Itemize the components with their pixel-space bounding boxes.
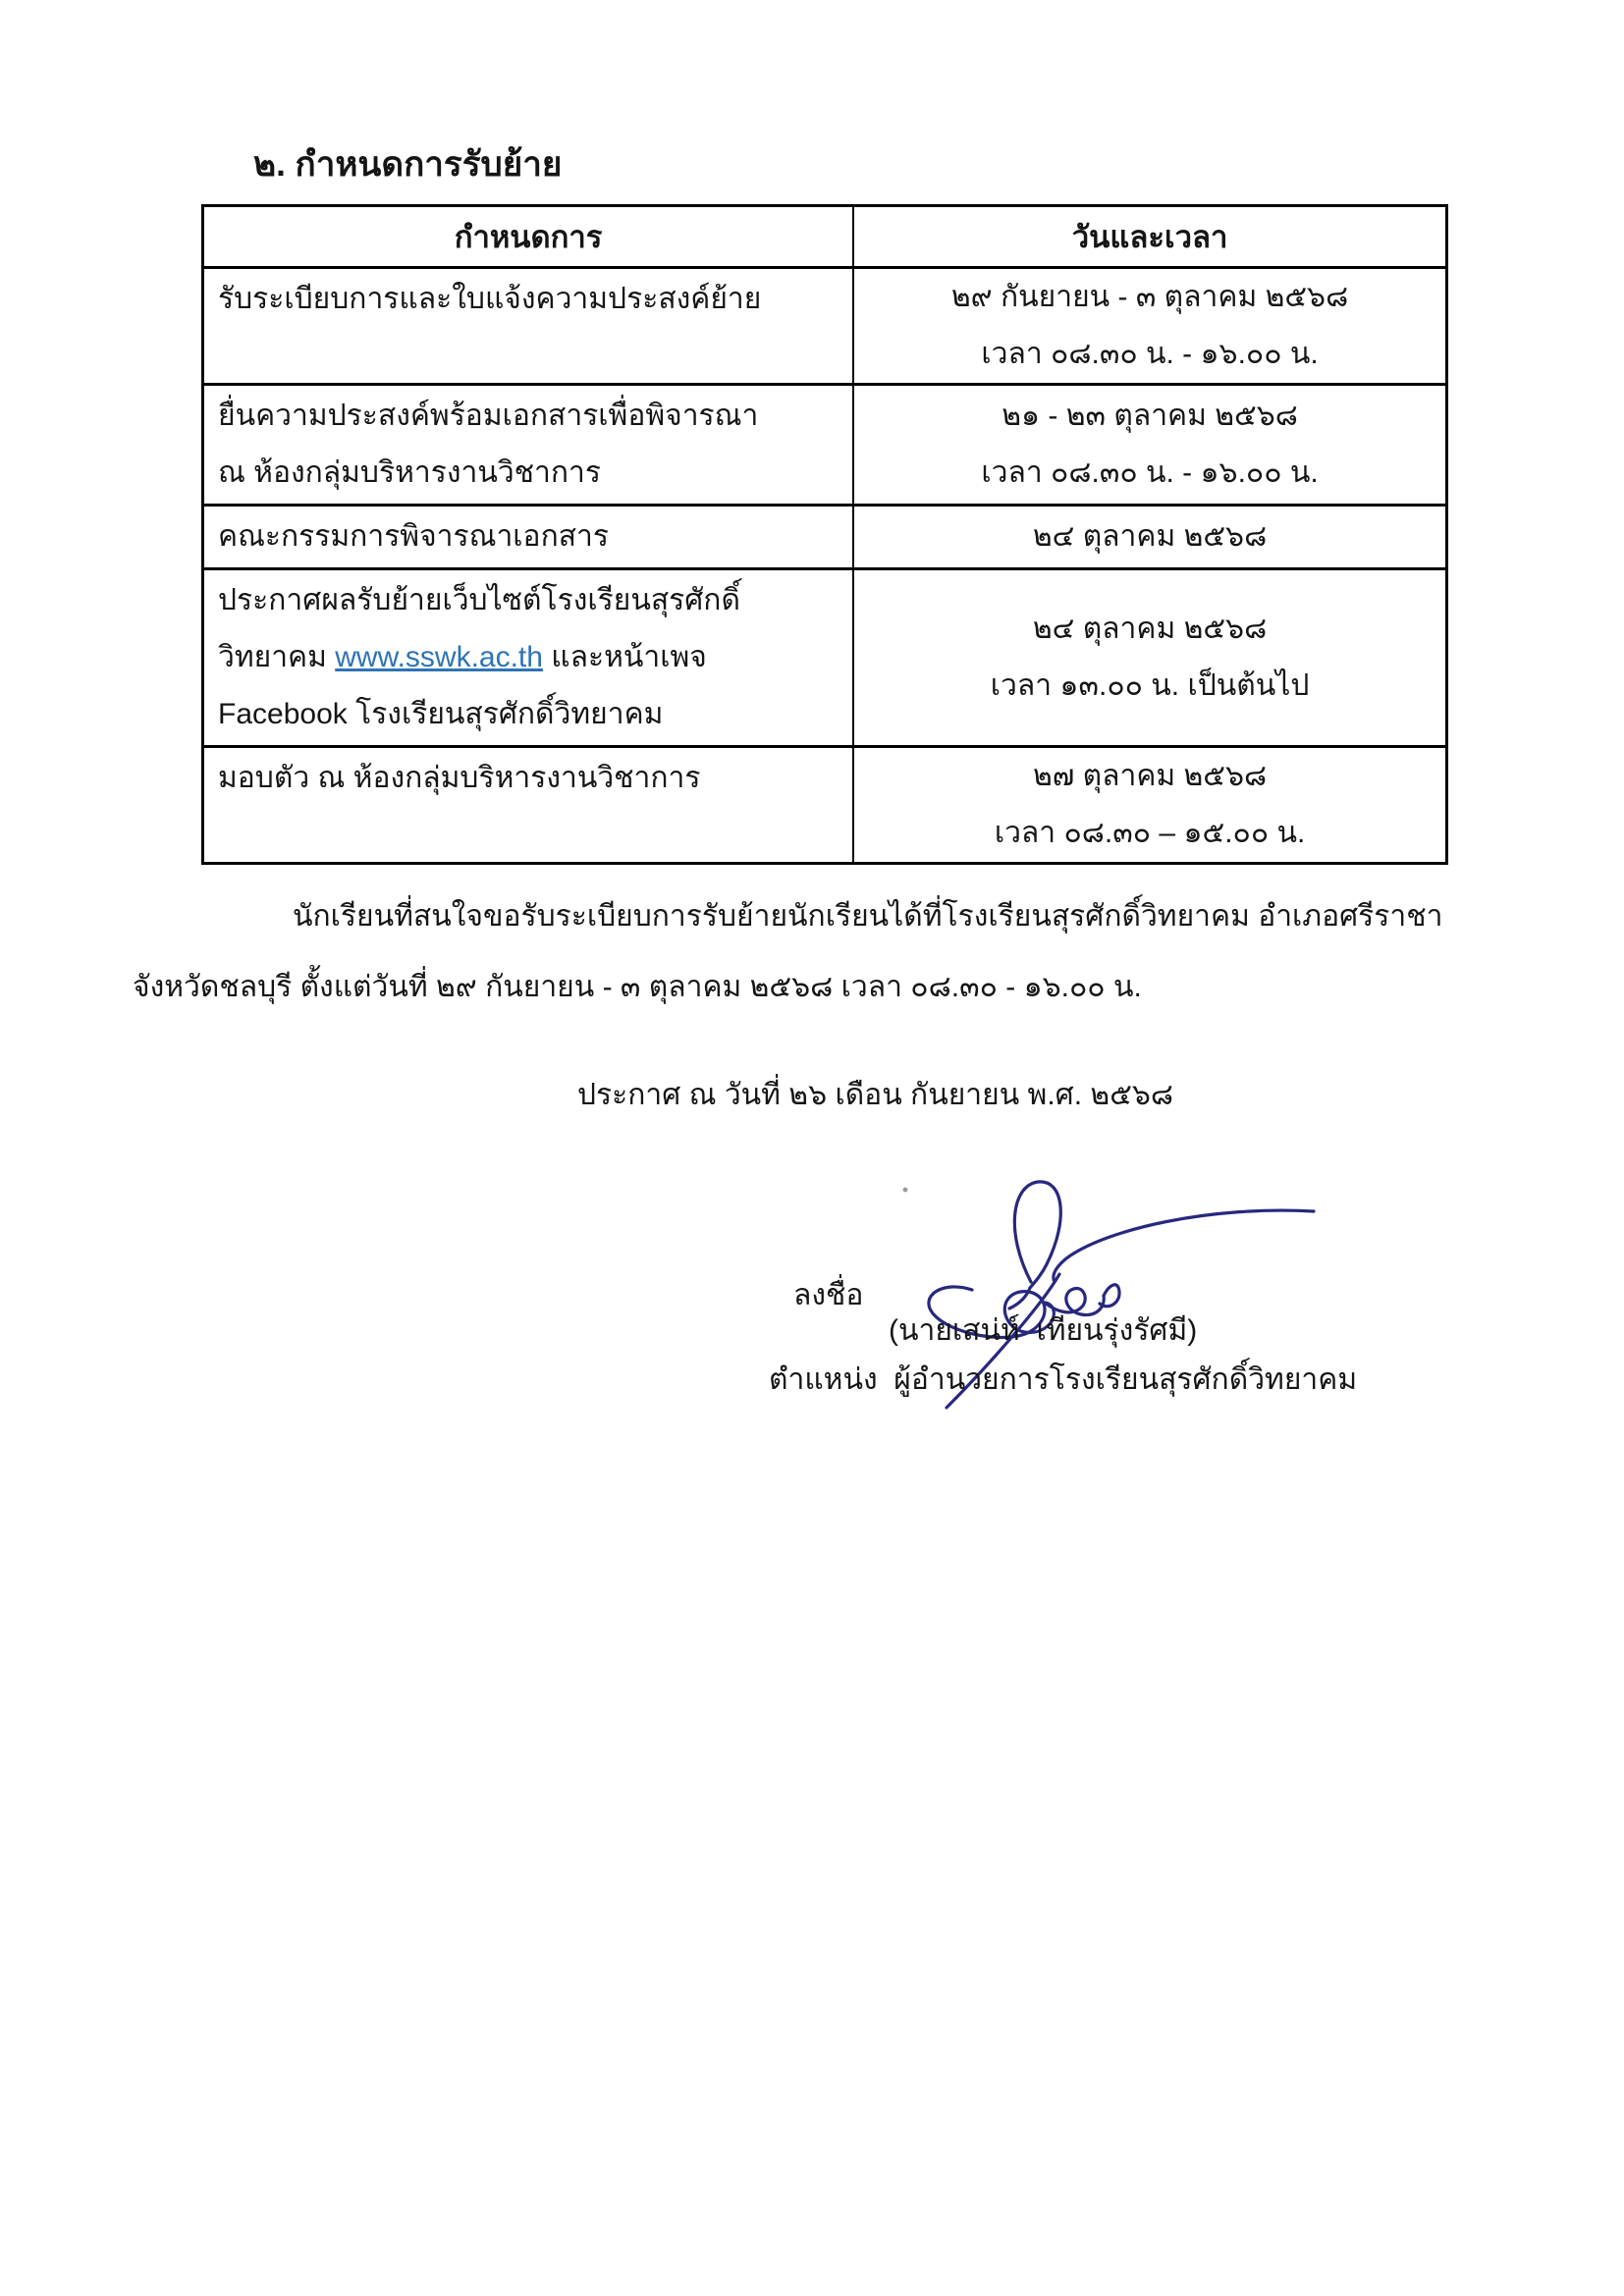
table-header-row: [203, 206, 1447, 268]
datetime-cell: [853, 747, 1446, 864]
cell-line: เวลา ๑๓.๐๐ น. เป็นต้นไป: [990, 669, 1310, 702]
sign-label: ลงชื่อ: [793, 1279, 864, 1311]
cell-line: มอบตัว ณ ห้องกลุ่มบริหารงานวิชาการ: [218, 762, 701, 794]
announcement-date-line: ประกาศ ณ วันที่ ๒๖ เดือน กันยายน พ.ศ. ๒๕๖๘: [577, 1079, 1174, 1111]
sswk-website-link[interactable]: www.sswk.ac.th: [335, 641, 543, 673]
column-header-schedule: กำหนดการ: [203, 206, 854, 268]
info-paragraph: [133, 881, 1519, 1023]
cell-line: เวลา ๐๘.๓๐ – ๑๕.๐๐ น.: [994, 817, 1306, 849]
schedule-cell: [203, 747, 854, 864]
schedule-cell: [203, 506, 854, 569]
table-row: [203, 747, 1447, 864]
cell-line: เวลา ๐๘.๓๐ น. - ๑๖.๐๐ น.: [981, 456, 1319, 489]
cell-line: คณะกรรมการพิจารณาเอกสาร: [218, 520, 609, 553]
signatory-name: (นายเสน่ห์ เทียนรุ่งรัศมี): [889, 1314, 1198, 1347]
cell-line: ๒๔ ตุลาคม ๒๕๖๘: [1032, 520, 1268, 553]
table-row: [203, 385, 1447, 506]
link-prefix-text: วิทยาคม: [218, 641, 336, 673]
cell-line: ณ ห้องกลุ่มบริหารงานวิชาการ: [218, 456, 601, 489]
schedule-cell: [203, 268, 854, 385]
table-row: [203, 268, 1447, 385]
schedule-cell: [203, 569, 854, 747]
schedule-table: [201, 204, 1448, 865]
schedule-cell: [203, 385, 854, 506]
table-row: [203, 569, 1447, 747]
cell-line: [218, 629, 842, 686]
cell-line: ยื่นความประสงค์พร้อมเอกสารเพื่อพิจารณา: [218, 400, 759, 432]
table-row: [203, 506, 1447, 569]
signatory-position: ตำแหน่ง ผู้อำนวยการโรงเรียนสุรศักดิ์วิทยาคม: [769, 1363, 1358, 1396]
datetime-cell: [853, 506, 1446, 569]
cell-line: ๒๗ ตุลาคม ๒๕๖๘: [1032, 760, 1268, 792]
datetime-cell: [853, 268, 1446, 385]
cell-line: ๒๑ - ๒๓ ตุลาคม ๒๕๖๘: [1001, 400, 1298, 432]
link-suffix-text: และหน้าเพจ: [542, 641, 707, 673]
signature-stroke: [1054, 1210, 1314, 1282]
ink-dot: [903, 1188, 908, 1193]
column-header-datetime: วันและเวลา: [853, 206, 1446, 268]
cell-line: ๒๔ ตุลาคม ๒๕๖๘: [1032, 613, 1268, 645]
datetime-cell: [853, 569, 1446, 747]
cell-line: เวลา ๐๘.๓๐ น. - ๑๖.๐๐ น.: [981, 338, 1319, 370]
paragraph-line: นักเรียนที่สนใจขอรับระเบียบการรับย้ายนักเรียนได้ที่โรงเรียนสุรศักดิ์วิทยาคม อำเภอศรีราชา: [293, 900, 1443, 933]
cell-line: Facebook โรงเรียนสุรศักดิ์วิทยาคม: [218, 698, 664, 730]
datetime-cell: [853, 385, 1446, 506]
paragraph-line: จังหวัดชลบุรี ตั้งแต่วันที่ ๒๙ กันยายน - ๓ ตุลาคม ๒๕๖๘ เวลา ๐๘.๓๐ - ๑๖.๐๐ น.: [133, 971, 1142, 1003]
section-heading: ๒. กำหนดการรับย้าย: [253, 145, 563, 184]
cell-line: รับระเบียบการและใบแจ้งความประสงค์ย้าย: [218, 283, 762, 315]
cell-line: ประกาศผลรับย้ายเว็บไซต์โรงเรียนสุรศักดิ์: [218, 584, 740, 616]
cell-line: ๒๙ กันยายน - ๓ ตุลาคม ๒๕๖๘: [950, 281, 1349, 313]
